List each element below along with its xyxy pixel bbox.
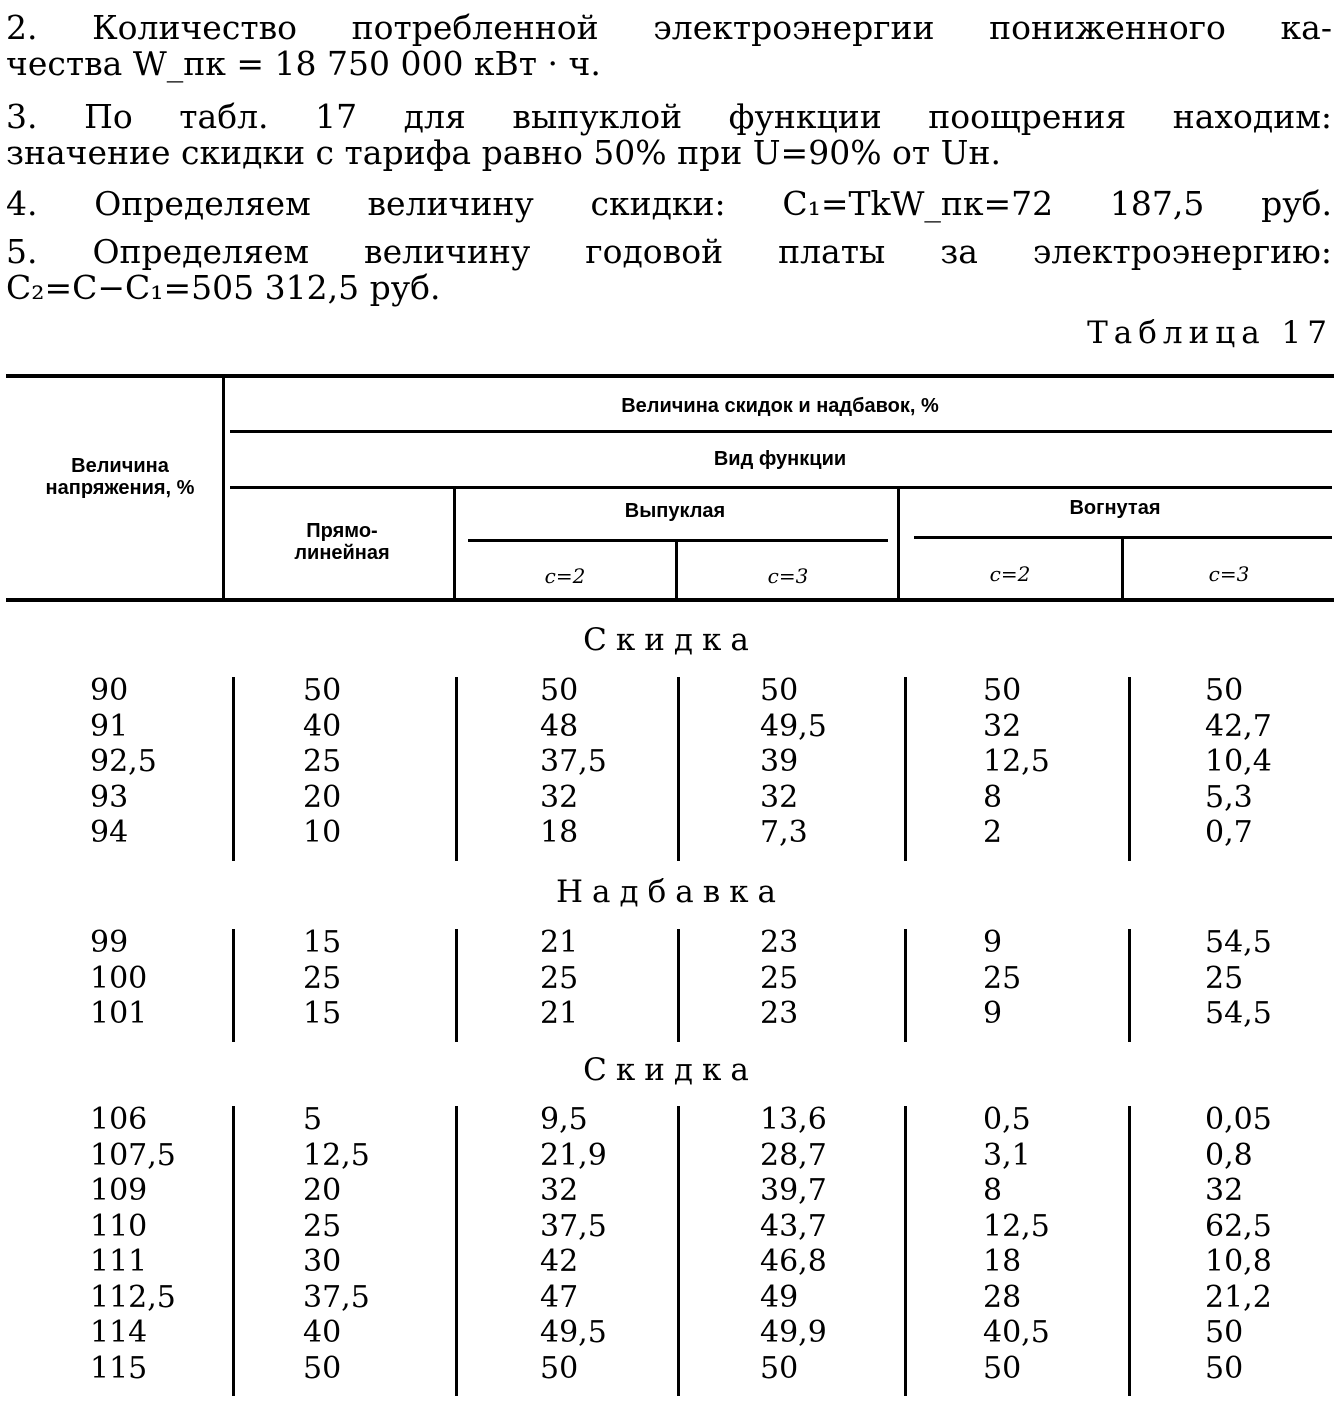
paragraph-4: [6, 186, 1332, 222]
header-convex-c2: c=2: [544, 564, 586, 588]
table-cell: 50: [983, 1350, 1022, 1386]
header-voltage: [40, 455, 200, 499]
section-3-column-concave-c3: [1205, 1102, 1272, 1386]
header-concave-c3: c=3: [1208, 562, 1250, 586]
header-convex: Выпуклая: [624, 500, 726, 522]
header-rule-values: [230, 430, 1332, 433]
table-cell: 10,4: [1205, 744, 1272, 779]
section-2-column-convex-c3: [760, 925, 798, 1032]
header-voltage-label: Величина напряжения, %: [45, 455, 195, 499]
table-cell: 25: [1205, 960, 1244, 996]
table-cell: 50: [760, 673, 799, 708]
paragraph-4-line-1: 4. Определяем величину скидки: C₁=TkW_пк=72 187,5 руб.: [6, 184, 1332, 223]
section-1-divider-1: [232, 677, 235, 861]
table-cell: 30: [303, 1244, 342, 1279]
section-1-column-voltage: [90, 673, 157, 851]
table-cell: 23: [760, 925, 799, 960]
header-bottom-rule: [6, 598, 1334, 602]
table-cell: 50: [540, 1350, 579, 1386]
table-cell: 54,5: [1205, 996, 1272, 1031]
table-cell: 46,8: [760, 1244, 827, 1279]
table-cell: 5,3: [1205, 779, 1253, 815]
header-linear-label: Прямо-линейная: [294, 520, 390, 564]
table-cell: 50: [303, 673, 342, 708]
table-cell: 0,8: [1205, 1137, 1253, 1173]
table-cell: 40: [303, 708, 342, 744]
table-cell: 37,5: [303, 1279, 370, 1315]
section-3-column-voltage: [90, 1102, 176, 1386]
header-concave-c2: c=2: [989, 562, 1031, 586]
table-cell: 112,5: [90, 1279, 176, 1315]
section-2-divider-5: [1128, 929, 1131, 1042]
table-cell: 114: [90, 1315, 148, 1350]
table-cell: 49,9: [760, 1315, 827, 1350]
table-cell: 32: [983, 708, 1022, 744]
table-cell: 25: [983, 960, 1022, 996]
table-cell: 15: [303, 996, 342, 1031]
header-concave: Вогнутая: [1069, 497, 1161, 519]
section-1-divider-2: [455, 677, 458, 861]
header-rule-function: [230, 486, 1332, 489]
table-cell: 37,5: [540, 1208, 607, 1244]
section-2-column-concave-c2: [983, 925, 1021, 1032]
table-cell: 20: [303, 1173, 342, 1208]
table-cell: 40,5: [983, 1315, 1050, 1350]
table-cell: 93: [90, 779, 129, 815]
section-3-column-linear: [303, 1102, 370, 1386]
section-2-divider-2: [455, 929, 458, 1042]
section-3-divider-2: [455, 1106, 458, 1396]
paragraph-5-line-1: 5. Определяем величину годовой платы за электроэнергию:: [6, 232, 1332, 271]
paragraph-3: [6, 99, 1332, 171]
table-cell: 12,5: [983, 1208, 1050, 1244]
table-cell: 25: [303, 960, 342, 996]
table-cell: 21: [540, 925, 579, 960]
table-cell: 50: [1205, 673, 1244, 708]
table-cell: 50: [303, 1350, 342, 1386]
table-cell: 49,5: [760, 708, 827, 744]
paragraph-5-line-2: C₂=C−C₁=505 312,5 руб.: [6, 268, 441, 307]
table-cell: 106: [90, 1102, 148, 1137]
table-cell: 28: [983, 1279, 1022, 1315]
table-cell: 21,9: [540, 1137, 607, 1173]
table-cell: 42: [540, 1244, 579, 1279]
header-convex-c3: c=3: [767, 564, 809, 588]
section-3-divider-4: [904, 1106, 907, 1396]
section-2-divider-1: [232, 929, 235, 1042]
header-values: Величина скидок и надбавок, %: [621, 395, 939, 417]
section-title-discount-2: Скидка: [583, 1052, 758, 1088]
table-cell: 32: [540, 779, 579, 815]
section-2-column-linear: [303, 925, 341, 1032]
table-cell: 0,5: [983, 1102, 1031, 1137]
section-2-column-voltage: [90, 925, 147, 1032]
table-cell: 9: [983, 925, 1003, 960]
section-1-column-concave-c2: [983, 673, 1050, 851]
table-cell: 8: [983, 1173, 1003, 1208]
section-3-column-concave-c2: [983, 1102, 1050, 1386]
table-top-rule: [6, 374, 1334, 378]
table-cell: 18: [983, 1244, 1022, 1279]
table-cell: 32: [540, 1173, 579, 1208]
table-cell: 109: [90, 1173, 148, 1208]
paragraph-2: [6, 10, 1332, 82]
header-rule-convex: [468, 539, 888, 542]
section-1-column-convex-c2: [540, 673, 607, 851]
table-cell: 101: [90, 996, 148, 1031]
paragraph-2-line-2: чества W_пк = 18 750 000 кВт · ч.: [6, 44, 601, 83]
table-cell: 12,5: [303, 1137, 370, 1173]
section-3-divider-1: [232, 1106, 235, 1396]
table-cell: 21,2: [1205, 1279, 1272, 1315]
table-cell: 48: [540, 708, 579, 744]
table-cell: 15: [303, 925, 342, 960]
table-cell: 25: [303, 1208, 342, 1244]
table-cell: 23: [760, 996, 799, 1031]
table-cell: 99: [90, 925, 129, 960]
table-caption: Таблица 17: [1087, 315, 1333, 351]
section-1-divider-4: [904, 677, 907, 861]
table-cell: 9,5: [540, 1102, 588, 1137]
table-cell: 49: [760, 1279, 799, 1315]
table-cell: 10: [303, 815, 342, 850]
table-cell: 3,1: [983, 1137, 1031, 1173]
section-1-column-convex-c3: [760, 673, 827, 851]
table-cell: 40: [303, 1315, 342, 1350]
section-2-column-convex-c2: [540, 925, 578, 1032]
table-cell: 20: [303, 779, 342, 815]
section-1-column-concave-c3: [1205, 673, 1272, 851]
paragraph-2-line-1: 2. Количество потребленной электроэнергии пониженного ка-: [6, 8, 1332, 47]
section-3-column-convex-c3: [760, 1102, 827, 1386]
table-cell: 49,5: [540, 1315, 607, 1350]
table-cell: 50: [1205, 1315, 1244, 1350]
table-cell: 12,5: [983, 744, 1050, 779]
table-cell: 25: [303, 744, 342, 779]
table-cell: 54,5: [1205, 925, 1272, 960]
table-cell: 62,5: [1205, 1208, 1272, 1244]
table-cell: 18: [540, 815, 579, 850]
table-cell: 9: [983, 996, 1003, 1031]
table-cell: 90: [90, 673, 129, 708]
table-cell: 111: [90, 1244, 148, 1279]
table-cell: 91: [90, 708, 129, 744]
table-cell: 50: [983, 673, 1022, 708]
table-cell: 47: [540, 1279, 579, 1315]
section-3-divider-5: [1128, 1106, 1131, 1396]
section-title-surcharge: Надбавка: [555, 874, 786, 910]
paragraph-5: [6, 234, 1332, 306]
table-cell: 100: [90, 960, 148, 996]
section-2-divider-3: [677, 929, 680, 1042]
table-cell: 0,7: [1205, 815, 1253, 850]
table-cell: 10,8: [1205, 1244, 1272, 1279]
table-cell: 94: [90, 815, 129, 850]
paragraph-3-line-2: значение скидки с тарифа равно 50% при U=90% от Uн.: [6, 133, 1001, 172]
table-cell: 92,5: [90, 744, 157, 779]
table-cell: 110: [90, 1208, 148, 1244]
table-cell: 28,7: [760, 1137, 827, 1173]
table-cell: 32: [1205, 1173, 1244, 1208]
table-cell: 2: [983, 815, 1003, 850]
section-1-column-linear: [303, 673, 341, 851]
table-cell: 25: [540, 960, 579, 996]
header-divider-voltage: [222, 378, 225, 598]
table-cell: 43,7: [760, 1208, 827, 1244]
table-cell: 107,5: [90, 1137, 176, 1173]
header-function-type: Вид функции: [713, 448, 847, 470]
table-cell: 21: [540, 996, 579, 1031]
paragraph-3-line-1: 3. По табл. 17 для выпуклой функции поощрения находим:: [6, 97, 1332, 136]
section-1-divider-5: [1128, 677, 1131, 861]
table-cell: 115: [90, 1350, 148, 1386]
table-cell: 50: [1205, 1350, 1244, 1386]
table-cell: 39: [760, 744, 799, 779]
section-2-divider-4: [904, 929, 907, 1042]
table-cell: 5: [303, 1102, 323, 1137]
table-cell: 7,3: [760, 815, 808, 850]
table-cell: 37,5: [540, 744, 607, 779]
table-cell: 8: [983, 779, 1003, 815]
table-cell: 0,05: [1205, 1102, 1272, 1137]
section-3-divider-3: [677, 1106, 680, 1396]
table-cell: 25: [760, 960, 799, 996]
table-cell: 42,7: [1205, 708, 1272, 744]
table-cell: 50: [760, 1350, 799, 1386]
section-2-column-concave-c3: [1205, 925, 1272, 1032]
table-cell: 32: [760, 779, 799, 815]
header-linear: [262, 520, 422, 564]
table-cell: 50: [540, 673, 579, 708]
table-cell: 13,6: [760, 1102, 827, 1137]
section-1-divider-3: [677, 677, 680, 861]
table-cell: 39,7: [760, 1173, 827, 1208]
section-3-column-convex-c2: [540, 1102, 607, 1386]
section-title-discount-1: Скидка: [583, 622, 758, 658]
